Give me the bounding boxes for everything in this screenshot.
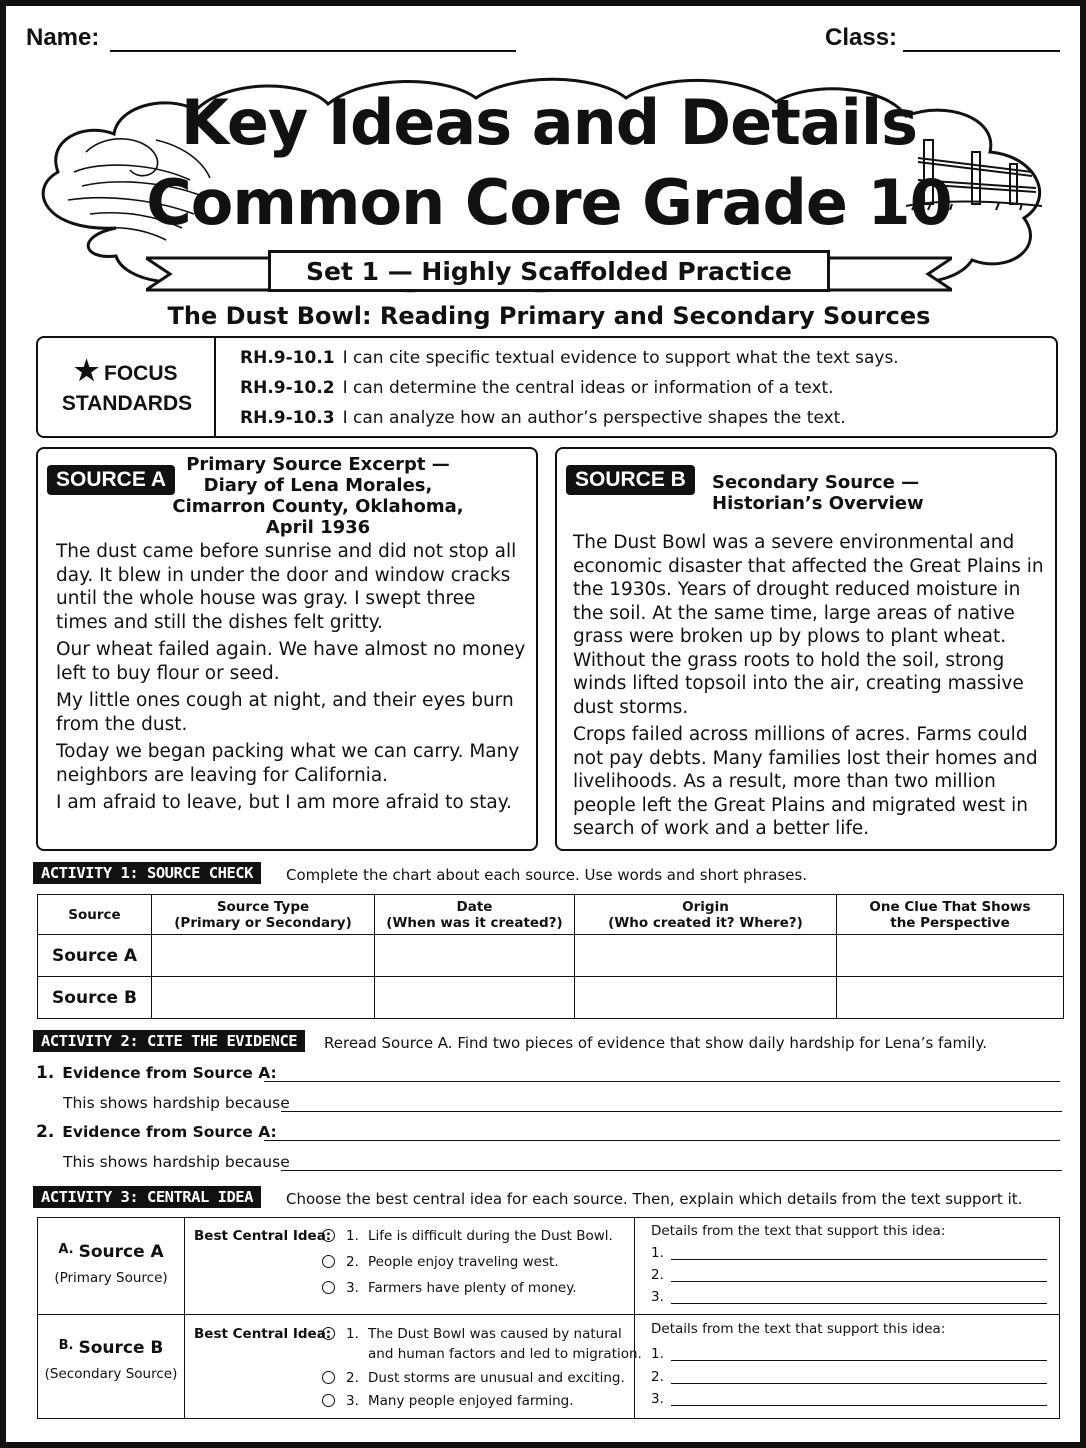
source-a-box bbox=[36, 447, 538, 851]
option-text: Dust storms are unusual and exciting. bbox=[368, 1370, 625, 1386]
name-class-row bbox=[26, 20, 1066, 56]
answer-cell[interactable] bbox=[375, 935, 575, 977]
source-a-tag: SOURCE A bbox=[47, 465, 175, 495]
detail-answer-line[interactable] bbox=[671, 1405, 1047, 1406]
option-radio[interactable] bbox=[322, 1394, 335, 1407]
answer-cell[interactable] bbox=[837, 977, 1064, 1019]
evidence-item-1: 1. Evidence from Source A: bbox=[36, 1063, 277, 1083]
option-text: Farmers have plenty of money. bbox=[368, 1280, 577, 1296]
title-line-2: Common Core Grade 10 bbox=[146, 166, 952, 239]
activity-1-tag: ACTIVITY 1: SOURCE CHECK bbox=[33, 862, 261, 884]
title-line-1: Key Ideas and Details bbox=[180, 86, 918, 159]
source-check-chart bbox=[37, 894, 1064, 1019]
standard-item: RH.9-10.1 I can cite specific textual evidence to support what the text says. bbox=[240, 348, 899, 368]
column-header: Origin (Who created it? Where?) bbox=[575, 895, 837, 935]
option-text: Life is difficult during the Dust Bowl. bbox=[368, 1228, 613, 1244]
source-b-heading: Secondary Source — Historian’s Overview bbox=[712, 472, 924, 514]
source-b-text: The Dust Bowl was a severe environmental and economic disaster that affected the Great Plains in the 1930s. Years of drought reduced moisture in the soil. At the same time, large areas of native grass were broken up by plows to plant wheat. Without the grass roots to hold the soil, strong winds lifted topsoil into the air, creating massive dust storms. Crops failed across millions of acres. Farms could not pay debts. Many families lost their homes and livelihoods. As a result, more than two million people left the Great Plains and migrated west in search of work and a better life. bbox=[573, 532, 1044, 839]
central-idea-table: $^{A.}$ Source A (Primary Source) Best Central Idea: 1. Life is difficult during the Dust Bowl. 2. People enjoy traveling west. 3. Farmers have plenty of money. Details from the text that support this idea: 1. 2. 3. $^{B.}$ Source B (Secondary Source) Best Central Idea: 1. The Dust Bowl was caused by natural and human factors and led to migration. 2. Dust storms are unusual and exciting. 3. Many people enjoyed farming. Details from the text that support this idea: 1. 2. 3. bbox=[37, 1217, 1060, 1419]
column-header: Date (When was it created?) bbox=[375, 895, 575, 935]
detail-answer-line[interactable] bbox=[671, 1281, 1047, 1282]
central-idea-source-b-label: $^{B.}$ Source B (Secondary Source) bbox=[44, 1338, 178, 1382]
option-text: Many people enjoyed farming. bbox=[368, 1393, 574, 1409]
source-b-box bbox=[555, 447, 1057, 851]
focus-standards-label: ★ FOCUS STANDARDS bbox=[38, 338, 216, 436]
because-answer-line[interactable] bbox=[281, 1170, 1062, 1171]
column-header: Source Type (Primary or Secondary) bbox=[152, 895, 375, 935]
option-num: 2. bbox=[346, 1254, 359, 1270]
star-icon: ★ bbox=[74, 355, 100, 386]
activity-2-tag: ACTIVITY 2: CITE THE EVIDENCE bbox=[33, 1030, 305, 1052]
option-radio[interactable] bbox=[322, 1229, 335, 1242]
chart-header-row bbox=[38, 895, 1064, 935]
detail-answer-line[interactable] bbox=[671, 1360, 1047, 1361]
detail-answer-line[interactable] bbox=[671, 1259, 1047, 1260]
standard-item: RH.9-10.2 I can determine the central ideas or information of a text. bbox=[240, 378, 834, 398]
class-line[interactable] bbox=[903, 50, 1060, 52]
row-label: Source B bbox=[38, 977, 152, 1019]
detail-answer-line[interactable] bbox=[671, 1383, 1047, 1384]
answer-cell[interactable] bbox=[575, 935, 837, 977]
source-b-tag: SOURCE B bbox=[566, 465, 695, 495]
option-text: The Dust Bowl was caused by natural bbox=[368, 1326, 622, 1342]
set-title: Set 1 — Highly Scaffolded Practice bbox=[268, 250, 830, 292]
column-header: One Clue That Shows the Perspective bbox=[837, 895, 1064, 935]
option-num: 3. bbox=[346, 1280, 359, 1296]
details-label: Details from the text that support this idea: bbox=[651, 1223, 946, 1239]
details-label: Details from the text that support this idea: bbox=[651, 1321, 946, 1337]
option-num: 1. bbox=[346, 1326, 359, 1342]
column-header: Source bbox=[38, 895, 152, 935]
source-a-heading: Primary Source Excerpt — Diary of Lena Morales, Cimarron County, Oklahoma, April 1936 bbox=[172, 454, 464, 538]
central-idea-source-a-label: $^{A.}$ Source A (Primary Source) bbox=[54, 1242, 168, 1286]
answer-cell[interactable] bbox=[152, 935, 375, 977]
option-radio[interactable] bbox=[322, 1255, 335, 1268]
activity-3-instructions: Choose the best central idea for each source. Then, explain which details from the text support it. bbox=[286, 1190, 1023, 1208]
activity-1-instructions: Complete the chart about each source. Use words and short phrases. bbox=[286, 866, 808, 884]
row-label: Source A bbox=[38, 935, 152, 977]
option-radio[interactable] bbox=[322, 1327, 335, 1340]
name-line[interactable] bbox=[110, 50, 516, 52]
answer-cell[interactable] bbox=[575, 977, 837, 1019]
answer-cell[interactable] bbox=[152, 977, 375, 1019]
worksheet-subtitle: The Dust Bowl: Reading Primary and Secondary Sources bbox=[167, 302, 931, 330]
table-row bbox=[38, 977, 1064, 1019]
option-text: People enjoy traveling west. bbox=[368, 1254, 559, 1270]
answer-cell[interactable] bbox=[837, 935, 1064, 977]
option-radio[interactable] bbox=[322, 1281, 335, 1294]
best-central-idea-label: Best Central Idea: bbox=[194, 1228, 332, 1244]
class-label: Class: bbox=[825, 24, 898, 51]
option-num: 1. bbox=[346, 1228, 359, 1244]
table-row bbox=[38, 935, 1064, 977]
detail-answer-line[interactable] bbox=[671, 1303, 1047, 1304]
option-text: and human factors and led to migration. bbox=[368, 1346, 642, 1362]
hardship-because-2: This shows hardship because bbox=[63, 1153, 290, 1171]
activity-2-instructions: Reread Source A. Find two pieces of evidence that show daily hardship for Lena’s family. bbox=[324, 1034, 987, 1052]
best-central-idea-label: Best Central Idea: bbox=[194, 1326, 332, 1342]
evidence-answer-line[interactable] bbox=[264, 1140, 1060, 1141]
answer-cell[interactable] bbox=[375, 977, 575, 1019]
source-a-text: The dust came before sunrise and did not stop all day. It blew in under the door and window cracks until the whole house was gray. I swept three times and still the dishes felt gritty. Our wheat failed again. We have almost no money left to buy flour or seed. My little ones cough at night, and their eyes burn from the dust. Today we began packing what we can carry. Many neighbors are leaving for California. I am afraid to leave, but I am more afraid to stay. bbox=[56, 541, 526, 813]
evidence-item-2: 2. Evidence from Source A: bbox=[36, 1122, 277, 1142]
name-label: Name: bbox=[26, 24, 100, 51]
because-answer-line[interactable] bbox=[281, 1111, 1062, 1112]
standard-item: RH.9-10.3 I can analyze how an author’s perspective shapes the text. bbox=[240, 408, 846, 428]
focus-standards-box bbox=[36, 336, 1058, 438]
option-radio[interactable] bbox=[322, 1371, 335, 1384]
option-num: 3. bbox=[346, 1393, 359, 1409]
hardship-because-1: This shows hardship because bbox=[63, 1094, 290, 1112]
activity-3-tag: ACTIVITY 3: CENTRAL IDEA bbox=[33, 1186, 261, 1208]
option-num: 2. bbox=[346, 1370, 359, 1386]
evidence-answer-line[interactable] bbox=[264, 1081, 1060, 1082]
